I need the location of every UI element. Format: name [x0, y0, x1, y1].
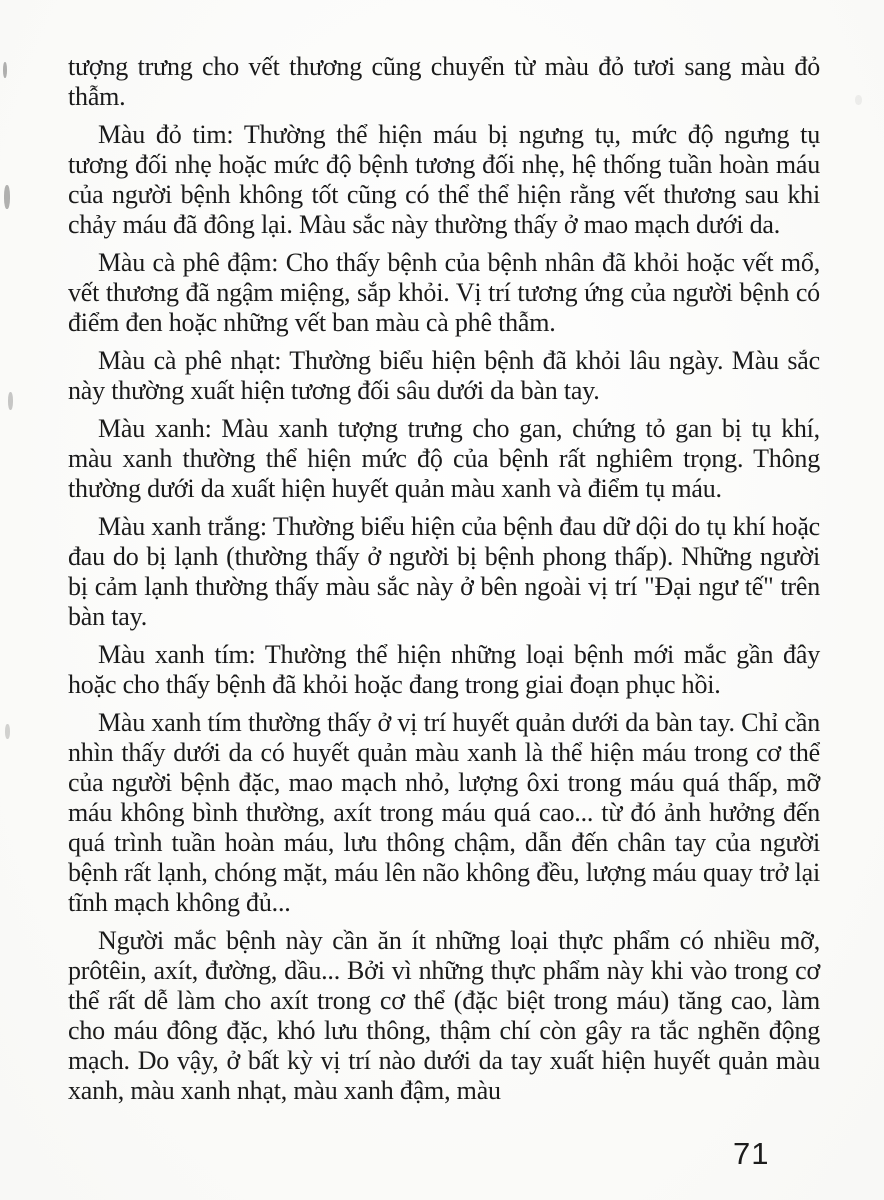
- paragraph-continuation: tượng trưng cho vết thương cũng chuyển từ màu đỏ tươi sang màu đỏ thẫm.: [68, 52, 820, 111]
- paragraph-mau-xanh: Màu xanh: Màu xanh tượng trưng cho gan, chứng tỏ gan bị tụ khí, màu xanh thường thể hiện mức độ của bệnh rất nghiêm trọng. Thông thường dưới da xuất hiện huyết quản màu xanh và điểm tụ máu.: [68, 414, 820, 503]
- scan-speck: [855, 95, 862, 105]
- scan-speck: [3, 62, 7, 78]
- scan-speck: [4, 185, 10, 209]
- scan-speck: [5, 724, 10, 739]
- body-text: [68, 52, 820, 1114]
- paragraph-mau-do-tim: Màu đỏ tim: Thường thể hiện máu bị ngưng tụ, mức độ ngưng tụ tương đối nhẹ hoặc mức độ bệnh tương đối nhẹ, hệ thống tuần hoàn máu của người bệnh không tốt cũng có thể thể hiện rằng vết thương sau khi chảy máu đã đông lại. Màu sắc này thường thấy ở mao mạch dưới da.: [68, 120, 820, 239]
- paragraph-mau-ca-phe-nhat: Màu cà phê nhạt: Thường biểu hiện bệnh đã khỏi lâu ngày. Màu sắc này thường xuất hiện tương đối sâu dưới da bàn tay.: [68, 346, 820, 405]
- scan-speck: [8, 392, 13, 410]
- paragraph-mau-xanh-tim-detail: Màu xanh tím thường thấy ở vị trí huyết quản dưới da bàn tay. Chỉ cần nhìn thấy dưới da có huyết quản màu xanh là thể hiện máu trong cơ thể của người bệnh đặc, mao mạch nhỏ, lượng ôxi trong máu quá thấp, mỡ máu không bình thường, axít trong máu quá cao... từ đó ảnh hưởng đến quá trình tuần hoàn máu, lưu thông chậm, dẫn đến chân tay của người bệnh rất lạnh, chóng mặt, máu lên não không đều, lượng máu quay trở lại tĩnh mạch không đủ...: [68, 708, 820, 917]
- paragraph-mau-xanh-tim: Màu xanh tím: Thường thể hiện những loại bệnh mới mắc gần đây hoặc cho thấy bệnh đã khỏi hoặc đang trong giai đoạn phục hồi.: [68, 640, 820, 699]
- page-number: 71: [733, 1136, 770, 1171]
- paragraph-dietary-advice: Người mắc bệnh này cần ăn ít những loại thực phẩm có nhiều mỡ, prôtêin, axít, đường, dầu... Bởi vì những thực phẩm này khi vào trong cơ thể rất dễ làm cho axít trong cơ thể (đặc biệt trong máu) tăng cao, làm cho máu đông đặc, khó lưu thông, thậm chí còn gây ra tắc nghẽn động mạch. Do vậy, ở bất kỳ vị trí nào dưới da tay xuất hiện huyết quản màu xanh, màu xanh nhạt, màu xanh đậm, màu: [68, 926, 820, 1105]
- paragraph-mau-xanh-trang: Màu xanh trắng: Thường biểu hiện của bệnh đau dữ dội do tụ khí hoặc đau do bị lạnh (thường thấy ở người bị bệnh phong thấp). Những người bị cảm lạnh thường thấy màu sắc này ở bên ngoài vị trí "Đại ngư tế" trên bàn tay.: [68, 512, 820, 631]
- paragraph-mau-ca-phe-dam: Màu cà phê đậm: Cho thấy bệnh của bệnh nhân đã khỏi hoặc vết mổ, vết thương đã ngậm miệng, sắp khỏi. Vị trí tương ứng của người bệnh có điểm đen hoặc những vết ban màu cà phê thẫm.: [68, 248, 820, 337]
